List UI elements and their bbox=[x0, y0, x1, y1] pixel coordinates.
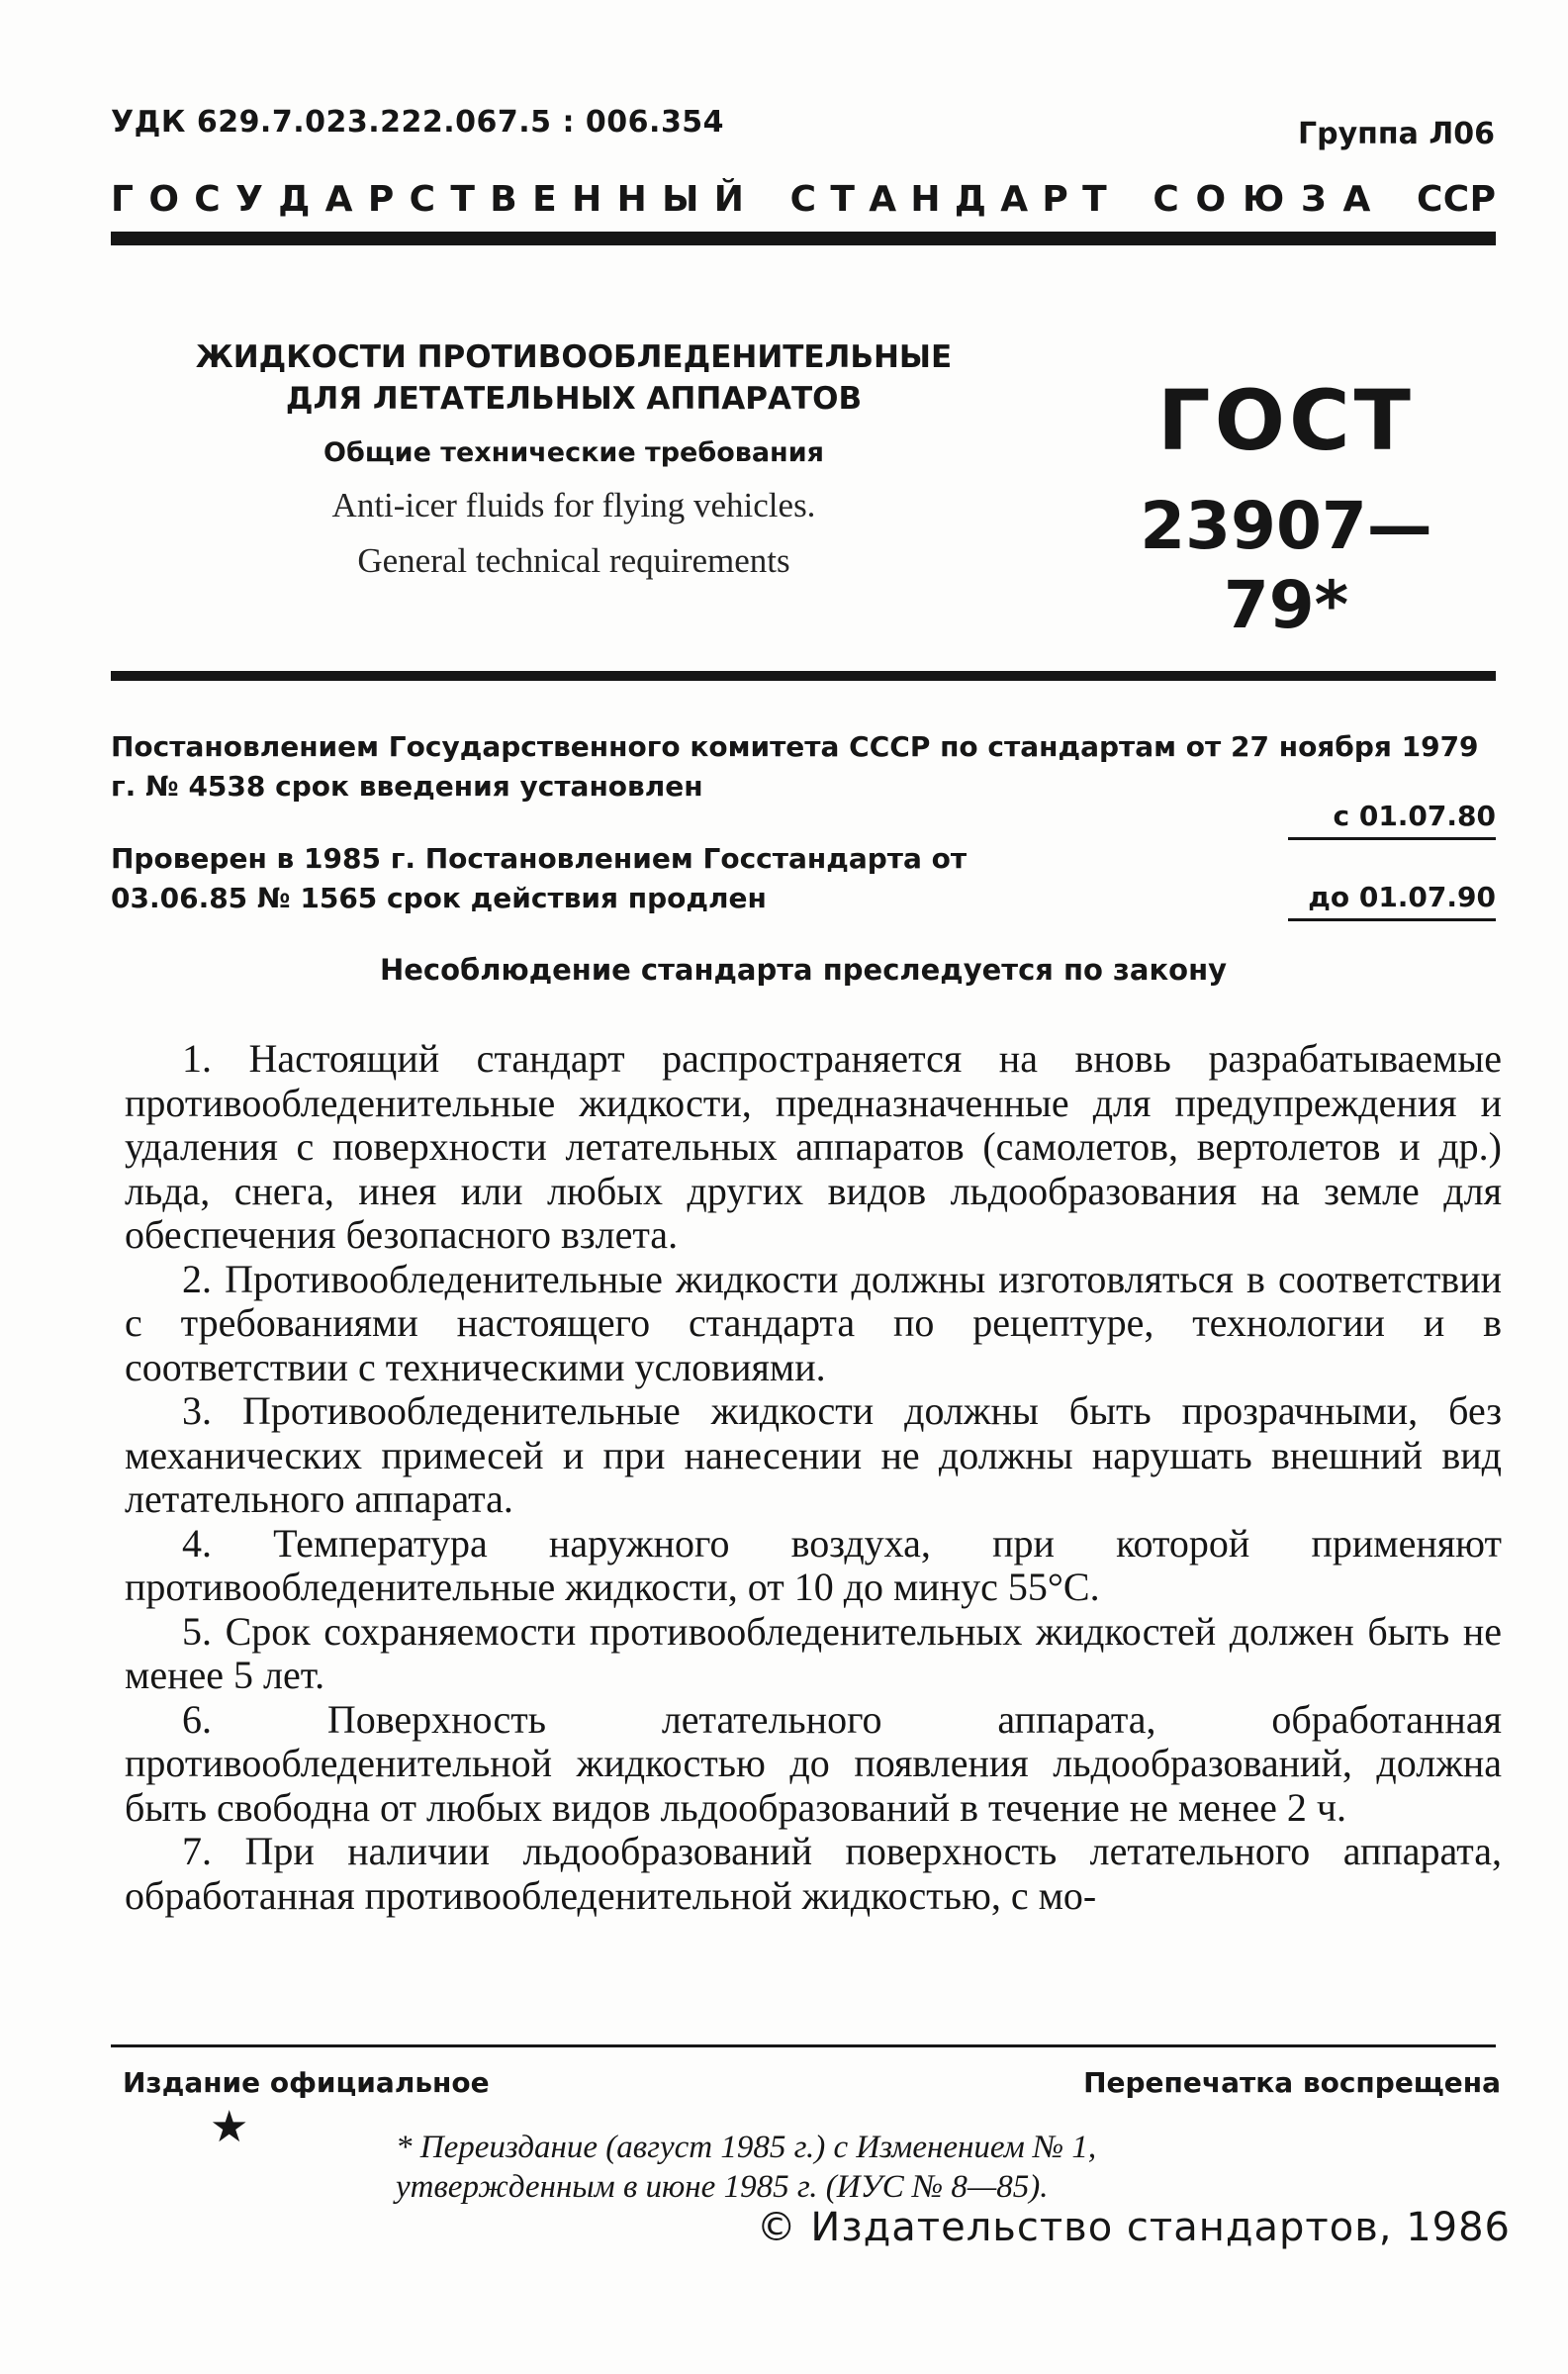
standard-word-1: Г О С У Д А Р С Т В Е Н Н Ы Й bbox=[111, 178, 744, 220]
reissue-note bbox=[396, 2128, 1286, 2207]
group-code: Группа Л06 bbox=[1298, 117, 1495, 151]
standard-word-3: С О Ю З А bbox=[1153, 178, 1371, 220]
english-title-2: General technical requirements bbox=[357, 541, 790, 580]
reprint-prohibited: Перепечатка воспрещена bbox=[1083, 2066, 1501, 2099]
body-text bbox=[125, 1037, 1502, 1918]
header-divider bbox=[111, 232, 1496, 245]
standard-word-4: С С Р bbox=[1416, 178, 1496, 220]
decree-text: Постановлением Государственного комитета СССР по стандартам от 27 ноября 1979 г. № 4538 срок введения установлен bbox=[111, 730, 1479, 803]
official-edition: Издание официальное bbox=[123, 2066, 490, 2099]
paragraph-5: 5. Срок сохраняемости противообледенительных жидкостей должен быть не менее 5 лет. bbox=[125, 1608, 1502, 1697]
noncompliance-notice: Несоблюдение стандарта преследуется по закону bbox=[379, 953, 1228, 987]
effective-date: с 01.07.80 bbox=[1333, 800, 1496, 832]
udk-code: УДК 629.7.023.222.067.5 : 006.354 bbox=[111, 105, 725, 140]
paragraph-1: 1. Настоящий стандарт распространяется на вновь разрабатываемые противообледенительные жидкости, предназначенные для предупреждения и удаления с поверхности летательных аппаратов (самолетов, вертолетов и др.) льда, снега, инея или любых других видов льдообразования на земле для обеспечения безопасного взлета. bbox=[125, 1036, 1502, 1257]
extended-date-underline bbox=[1288, 918, 1496, 921]
gost-designation bbox=[1078, 372, 1494, 645]
standard-header-line bbox=[111, 176, 1496, 222]
reissue-line-1: * Переиздание (август 1985 г.) с Изменением № 1, bbox=[396, 2130, 1097, 2165]
paragraph-4: 4. Температура наружного воздуха, при которой применяют противообледенительные жидкости, от 10 до минус 55°С. bbox=[125, 1520, 1502, 1609]
gost-number: 23907—79* bbox=[1140, 488, 1432, 643]
paragraph-6: 6. Поверхность летательного аппарата, обработанная противообледенительной жидкостью до появления льдообразований, должна быть свободна от любых видов льдообразований в течение не менее 2 ч. bbox=[125, 1696, 1502, 1830]
gost-label: ГОСТ bbox=[1157, 372, 1415, 469]
paragraph-3: 3. Противообледенительные жидкости должны быть прозрачными, без механических примесей и при нанесении не должны нарушать внешний вид летательного аппарата. bbox=[125, 1388, 1502, 1521]
copyright: © Издательство стандартов, 1986 bbox=[756, 2205, 1511, 2250]
standard-word-2: С Т А Н Д А Р Т bbox=[789, 178, 1107, 220]
title-block bbox=[188, 336, 960, 579]
paragraph-2: 2. Противообледенительные жидкости должны изготовляться в соответствии с требованиями настоящего стандарта по рецептуре, технологии и в соответствии с техническими условиями. bbox=[125, 1256, 1502, 1389]
title-subtitle: Общие технические требования bbox=[323, 437, 824, 468]
title-line-1: ЖИДКОСТИ ПРОТИВООБЛЕДЕНИТЕЛЬНЫЕ bbox=[195, 339, 953, 375]
title-divider bbox=[111, 671, 1496, 681]
footer-divider bbox=[111, 2044, 1496, 2047]
reissue-line-2: утвержденным в июне 1985 г. (ИУС № 8—85). bbox=[396, 2169, 1049, 2205]
title-line-2: ДЛЯ ЛЕТАТЕЛЬНЫХ АППАРАТОВ bbox=[285, 381, 863, 417]
english-title-1: Anti-icer fluids for flying vehicles. bbox=[331, 486, 816, 524]
extended-date: до 01.07.90 bbox=[1308, 881, 1496, 913]
checked-text: Проверен в 1985 г. Постановлением Госстандарта от 03.06.85 № 1565 срок действия продлен bbox=[111, 842, 968, 914]
effective-date-underline bbox=[1288, 837, 1496, 840]
star-icon: ★ bbox=[210, 2102, 249, 2152]
paragraph-7: 7. При наличии льдообразований поверхность летательного аппарата, обработанная противообледенительной жидкостью, с мо- bbox=[125, 1829, 1502, 1918]
